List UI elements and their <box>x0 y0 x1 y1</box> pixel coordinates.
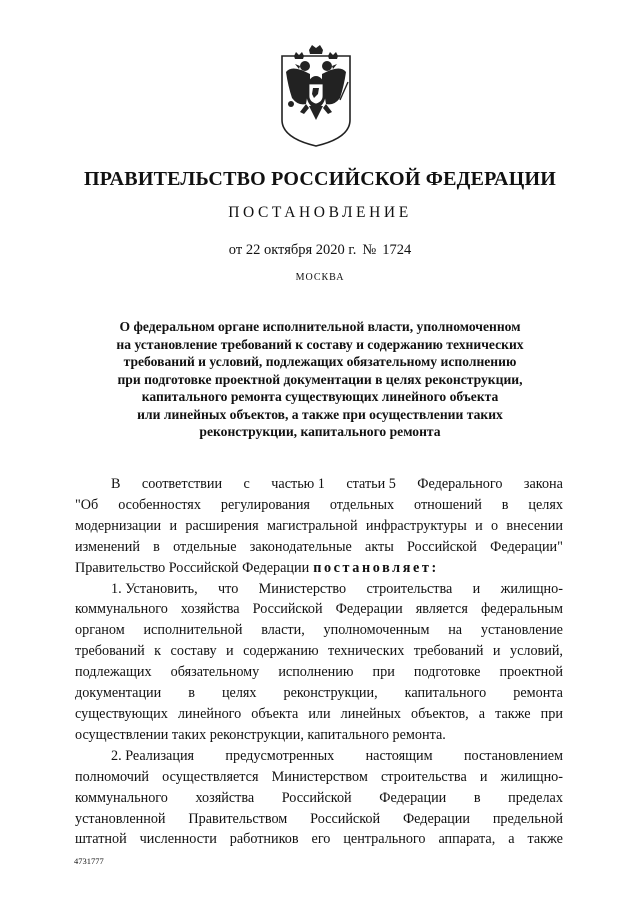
word: коммунального <box>75 601 168 618</box>
word: и <box>492 643 501 660</box>
title-line: или линейных объектов, а также при осуществлении таких <box>137 406 503 422</box>
text-line <box>75 537 563 558</box>
word: исполнительной <box>143 622 243 639</box>
word: аппарата, <box>438 831 496 848</box>
word: и <box>169 517 178 534</box>
word: обязательному <box>170 664 260 681</box>
text-line <box>75 662 563 683</box>
word: его <box>311 831 331 848</box>
title-line: при подготовке проектной документации в целях реконструкции, <box>117 371 523 387</box>
word: документации <box>75 685 162 702</box>
word: целях <box>528 496 563 513</box>
document-type: ПОСТАНОВЛЕНИЕ <box>228 204 412 221</box>
preamble-last-text: Правительство Российской Федерации <box>75 559 310 576</box>
word: составу <box>170 643 217 660</box>
word: регулирования <box>220 496 310 513</box>
word: или <box>308 705 331 722</box>
word: строительства <box>380 768 467 785</box>
document-body <box>75 474 563 850</box>
word: требований <box>75 643 145 660</box>
word: капитального <box>404 685 487 702</box>
word: постановлением <box>463 747 563 764</box>
resolution-keyword: постановляет: <box>313 559 439 576</box>
word: установленной <box>75 810 166 827</box>
word: а <box>478 705 486 722</box>
word: коммунального <box>75 789 168 806</box>
word: законодательные <box>249 538 352 555</box>
text-line <box>75 558 563 579</box>
word: и <box>226 643 234 660</box>
word: полномочий <box>75 768 150 785</box>
word: при <box>540 705 563 722</box>
text-line: осуществлении таких реконструкции, капитального ремонта. <box>75 726 446 743</box>
word: предельной <box>492 810 563 827</box>
word: изменений <box>75 538 140 555</box>
word: хозяйства <box>195 789 255 806</box>
word: федеральным <box>480 601 563 618</box>
word: строительства <box>366 580 453 597</box>
word: власти, <box>261 622 305 639</box>
word: 2. Реализация <box>111 747 195 764</box>
word: расширения <box>185 517 259 534</box>
word: линейного <box>177 705 242 722</box>
word: модернизации <box>75 517 162 534</box>
text-line <box>75 516 563 537</box>
word: настоящим <box>365 747 433 764</box>
word: что <box>218 580 239 597</box>
word: Федерации <box>335 601 403 618</box>
document-date: от 22 октября 2020 г. <box>228 242 357 258</box>
word: в <box>501 496 509 513</box>
word: технических <box>328 643 405 660</box>
word: пределах <box>508 789 563 806</box>
word: объектов, <box>411 705 469 722</box>
word: к <box>154 643 162 660</box>
word: жилищно- <box>500 768 563 785</box>
text-line <box>75 829 563 850</box>
number-sign: № <box>362 242 377 258</box>
word: уполномоченным <box>323 622 430 639</box>
word: установление <box>480 622 563 639</box>
word: Российской <box>310 810 381 827</box>
text-line <box>75 599 563 620</box>
word: отдельных <box>329 496 395 513</box>
coat-of-arms-icon <box>276 42 356 148</box>
word: "Об <box>75 496 99 513</box>
title-line: на установление требований к составу и содержанию технических <box>116 336 524 352</box>
word: реконструкции, <box>283 685 378 702</box>
word: подлежащих <box>75 664 152 681</box>
word: Правительством <box>188 810 288 827</box>
word: инфраструктуры <box>365 517 467 534</box>
text-line <box>75 620 563 641</box>
word: на <box>448 622 463 639</box>
title-line: капитального ремонта существующих линейного объекта <box>141 389 499 404</box>
word: линейных <box>340 705 401 722</box>
word: Российской <box>281 789 352 806</box>
word: и <box>475 517 483 534</box>
word: о <box>491 517 499 534</box>
word: акты <box>365 538 394 555</box>
text-line <box>75 704 563 725</box>
text-line <box>75 579 563 600</box>
word: также <box>495 705 531 722</box>
document-title <box>80 318 560 441</box>
word: штатной <box>75 831 127 848</box>
word: подготовке <box>413 664 481 681</box>
word: целях <box>221 685 257 702</box>
word: Федерации <box>402 810 470 827</box>
word: при <box>372 664 395 681</box>
word: частью 1 <box>271 476 325 492</box>
word: магистральной <box>266 517 358 534</box>
word: исполнению <box>278 664 354 681</box>
word: отношений <box>414 496 482 513</box>
word: органом <box>75 622 125 639</box>
word: а <box>508 831 515 848</box>
coat-of-arms-svg <box>276 42 356 148</box>
word: и <box>479 768 488 785</box>
word: содержанию <box>243 643 319 660</box>
text-line <box>75 495 563 516</box>
paragraph-1 <box>75 579 563 746</box>
text-line <box>75 767 563 788</box>
word: соответствии <box>141 476 223 492</box>
word: в <box>188 685 195 702</box>
word: 1. Установить, <box>111 580 198 597</box>
word: проектной <box>499 664 563 681</box>
document-code: 4731777 <box>74 856 104 866</box>
word: также <box>527 831 563 848</box>
word: существующих <box>75 705 168 722</box>
title-line: О федеральном органе исполнительной власти, уполномоченном <box>119 319 521 334</box>
word: закона <box>523 476 563 492</box>
word: численности <box>139 831 217 848</box>
title-line: требований и условий, подлежащих обязательному исполнению <box>123 354 517 369</box>
text-line <box>75 683 563 704</box>
word: работников <box>229 831 299 848</box>
word: в <box>473 789 481 806</box>
preamble <box>75 474 563 579</box>
word: осуществляется <box>162 768 259 785</box>
word: требований <box>413 643 484 660</box>
word: Федерации <box>379 789 447 806</box>
word: объекта <box>251 705 299 722</box>
text-line <box>75 809 563 830</box>
document-date-line <box>0 242 640 259</box>
word: статьи 5 <box>346 476 396 492</box>
word: Российской <box>252 601 323 618</box>
title-line: реконструкции, капитального ремонта <box>199 424 441 439</box>
word: В <box>111 476 121 492</box>
word: Российской <box>406 538 477 555</box>
paragraph-2 <box>75 746 563 851</box>
word: предусмотренных <box>225 747 335 764</box>
word: является <box>415 601 468 618</box>
document-city: МОСКВА <box>295 272 345 283</box>
word: с <box>243 476 250 492</box>
word: жилищно- <box>500 580 563 597</box>
text-line <box>75 474 563 495</box>
word: в <box>153 538 160 555</box>
word: и <box>472 580 481 597</box>
word: условий, <box>509 643 563 660</box>
word: Министерство <box>258 580 347 597</box>
word: внесении <box>506 517 563 534</box>
word: ремонта <box>513 685 563 702</box>
word: Федерации" <box>490 538 563 555</box>
word: отдельные <box>173 538 237 555</box>
organization-name: ПРАВИТЕЛЬСТВО РОССИЙСКОЙ ФЕДЕРАЦИИ <box>84 168 556 190</box>
word: Министерством <box>271 768 368 785</box>
text-line <box>75 641 563 662</box>
word: Федерального <box>417 476 503 492</box>
text-line <box>75 788 563 809</box>
word: хозяйства <box>180 601 240 618</box>
word: центрального <box>343 831 426 848</box>
document-number: 1724 <box>382 242 412 258</box>
word: особенностях <box>118 496 201 513</box>
text-line <box>75 746 563 767</box>
